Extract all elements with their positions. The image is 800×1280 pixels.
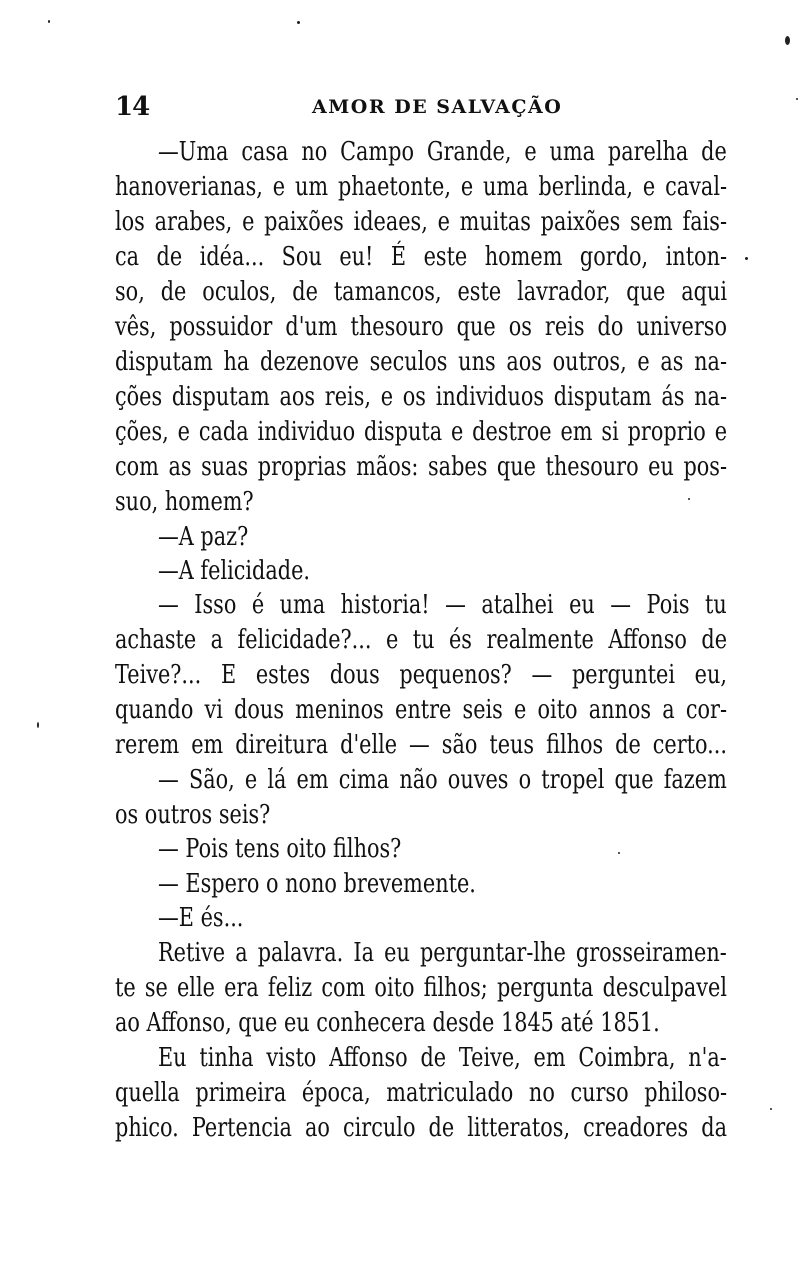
text-line: rerem em direitura d'elle — são teus filhos de certo...	[115, 730, 727, 760]
scan-speck	[796, 98, 798, 100]
text-line: suo, homem?	[115, 487, 254, 517]
text-line: — Espero o nono brevemente.	[158, 869, 476, 899]
text-line: ções disputam aos reis, e os individuos disputam ás na-	[115, 382, 727, 412]
text-line: vês, possuidor d'um thesouro que os reis do universo	[115, 312, 727, 342]
scan-speck	[785, 36, 790, 45]
text-line: — Pois tens oito filhos?	[158, 834, 402, 864]
text-line: quando vi dous meninos entre seis e oito annos a cor-	[115, 695, 727, 725]
text-line: ca de idéa... Sou eu! É este homem gordo, inton-	[115, 242, 727, 272]
scan-speck	[745, 257, 748, 260]
text-line: phico. Pertencia ao circulo de litteratos, creadores da	[115, 1113, 727, 1143]
text-line: Eu tinha visto Affonso de Teive, em Coimbra, n'a-	[158, 1043, 727, 1073]
page-number: 14	[115, 92, 150, 122]
scan-speck	[48, 20, 50, 23]
text-line: ao Affonso, que eu conhecera desde 1845 até 1851.	[115, 1008, 660, 1038]
text-line: —Uma casa no Campo Grande, e uma parelha de	[158, 137, 727, 167]
text-line: os outros seis?	[115, 800, 271, 830]
text-line: com as suas proprias mãos: sabes que thesouro eu pos-	[115, 452, 727, 482]
running-title: AMOR DE SALVAÇÃO	[312, 96, 563, 118]
text-line: hanoverianas, e um phaetonte, e uma berlinda, e caval-	[115, 172, 727, 202]
text-line: — Isso é uma historia! — atalhei eu — Pois tu	[158, 590, 727, 620]
text-line: —A paz?	[158, 522, 249, 552]
text-line: los arabes, e paixões ideaes, e muitas paixões sem fais-	[115, 207, 727, 237]
scan-speck	[297, 21, 300, 24]
scan-speck	[770, 1108, 772, 1110]
text-line: te se elle era feliz com oito filhos; pergunta desculpavel	[115, 973, 727, 1003]
text-line: so, de oculos, de tamancos, este lavrador, que aqui	[115, 277, 727, 307]
text-line: —E és...	[158, 903, 244, 933]
text-line: quella primeira época, matriculado no curso philoso-	[115, 1078, 727, 1108]
scan-speck	[37, 722, 39, 728]
text-line: — São, e lá em cima não ouves o tropel que fazem	[158, 765, 727, 795]
scan-speck	[688, 498, 690, 500]
scan-speck	[618, 852, 620, 854]
text-line: —A felicidade.	[158, 556, 310, 586]
text-line: achaste a felicidade?... e tu és realmente Affonso de	[115, 625, 727, 655]
text-line: Retive a palavra. Ia eu perguntar-lhe grosseiramen-	[158, 938, 727, 968]
text-line: Teive?... E estes dous pequenos? — perguntei eu,	[115, 660, 727, 690]
text-line: disputam ha dezenove seculos uns aos outros, e as na-	[115, 347, 727, 377]
text-line: ções, e cada individuo disputa e destroe em si proprio e	[115, 417, 727, 447]
